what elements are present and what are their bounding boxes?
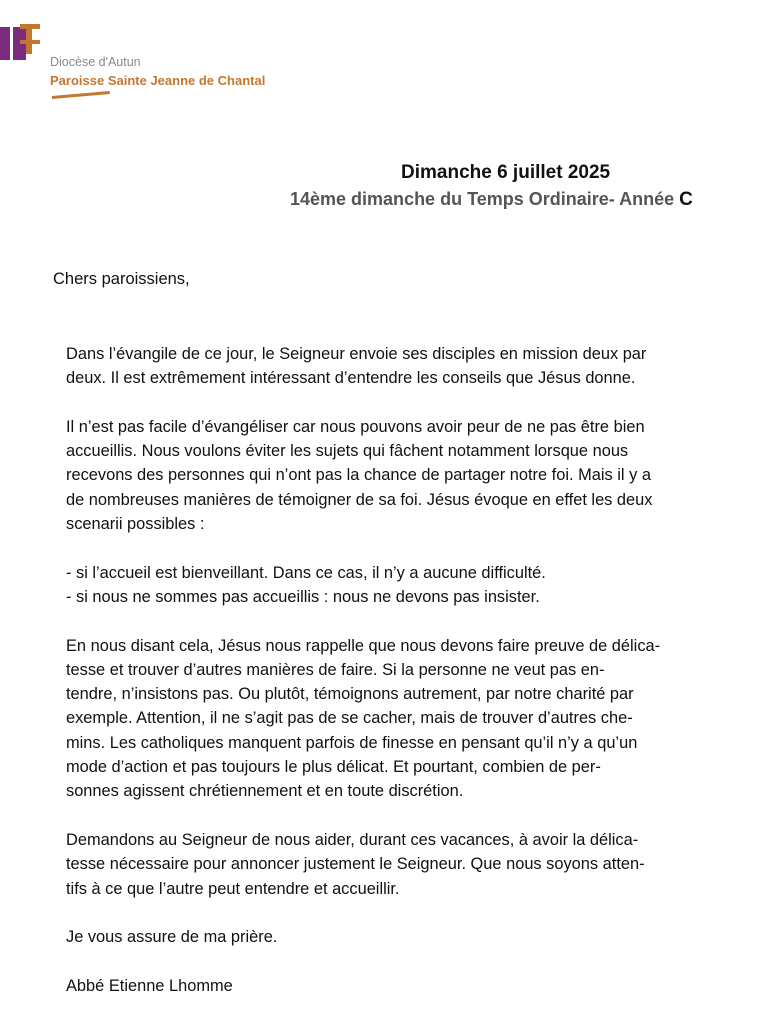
- paragraph-line: Je vous assure de ma prière.: [66, 928, 278, 947]
- paragraph-line: mode d’action et pas toujours le plus délicat. Et pourtant, combien de per-: [66, 758, 601, 777]
- salutation: Chers paroissiens,: [53, 270, 190, 288]
- paragraph: [66, 415, 726, 536]
- paragraph-line: tifs à ce que l’autre peut entendre et accueillir.: [66, 879, 400, 898]
- logo-underline: [52, 91, 110, 99]
- logo-gap-vertical: [10, 27, 13, 60]
- paragraph-gap: [66, 949, 726, 973]
- paragraph-line: mins. Les catholiques manquent parfois de finesse en pensant qu’il n’y a qu’un: [66, 733, 638, 752]
- paragraph-line: accueillis. Nous voulons éviter les sujets qui fâchent notamment lorsque nous: [66, 442, 629, 461]
- paragraph-line: tesse et trouver d’autres manières de faire. Si la personne ne veut pas en-: [66, 660, 605, 679]
- paragraph: [66, 925, 726, 949]
- paroisse-name: Paroisse Sainte Jeanne de Chantal: [50, 73, 266, 88]
- letter-body: [66, 342, 726, 998]
- paragraph-line: - si nous ne sommes pas accueillis : nous ne devons pas insister.: [66, 587, 540, 606]
- paragraph-line: tendre, n’insistons pas. Ou plutôt, témoignons autrement, par notre charité par: [66, 685, 634, 704]
- paragraph-line: Il n’est pas facile d’évangéliser car nous pouvons avoir peur de ne pas être bien: [66, 417, 645, 436]
- paragraph-line: En nous disant cela, Jésus nous rappelle que nous devons faire preuve de délica-: [66, 636, 661, 655]
- liturgical-subtitle: [290, 189, 693, 211]
- paragraph-line: recevons des personnes qui n’ont pas la chance de partager notre foi. Mais il y a: [66, 466, 651, 485]
- paragraph-line: tesse nécessaire pour annoncer justement le Seigneur. Que nous soyons atten-: [66, 855, 645, 874]
- diocese-name: Diocèse d'Autun: [50, 55, 141, 69]
- paragraph-line: deux. Il est extrêmement intéressant d’entendre les conseils que Jésus donne.: [66, 369, 636, 388]
- parish-logo: [0, 10, 266, 100]
- subtitle-main: 14ème dimanche du Temps Ordinaire- Année: [290, 189, 680, 209]
- paragraph-line: Demandons au Seigneur de nous aider, durant ces vacances, à avoir la délica-: [66, 830, 639, 849]
- paragraph-gap: [66, 609, 726, 633]
- paragraph: [66, 828, 726, 901]
- paragraph-gap: [66, 901, 726, 925]
- paragraph: [66, 561, 726, 610]
- page-title: Dimanche 6 juillet 2025: [401, 162, 611, 183]
- paragraph: [66, 342, 726, 391]
- paragraph-line: Dans l’évangile de ce jour, le Seigneur envoie ses disciples en mission deux par: [66, 345, 647, 363]
- paragraph-gap: [66, 391, 726, 415]
- logo-orange-vertical: [26, 24, 32, 54]
- paragraph-gap: [66, 536, 726, 560]
- paragraph-line: - si l’accueil est bienveillant. Dans ce cas, il n’y a aucune difficulté.: [66, 563, 546, 582]
- subtitle-letter: C: [679, 189, 693, 210]
- cross-logo-icon: [0, 10, 46, 70]
- paragraph: [66, 974, 726, 998]
- paragraph-line: sonnes agissent chrétiennement et en toute discrétion.: [66, 782, 464, 801]
- paragraph-line: exemple. Attention, il ne s’agit pas de se cacher, mais de trouver d’autres che-: [66, 709, 633, 728]
- paragraph-line: Abbé Etienne Lhomme: [66, 976, 233, 995]
- paragraph-line: de nombreuses manières de témoigner de sa foi. Jésus évoque en effet les deux: [66, 490, 653, 509]
- paragraph-gap: [66, 804, 726, 828]
- paragraph: [66, 634, 726, 804]
- paragraph-line: scenarii possibles :: [66, 515, 205, 534]
